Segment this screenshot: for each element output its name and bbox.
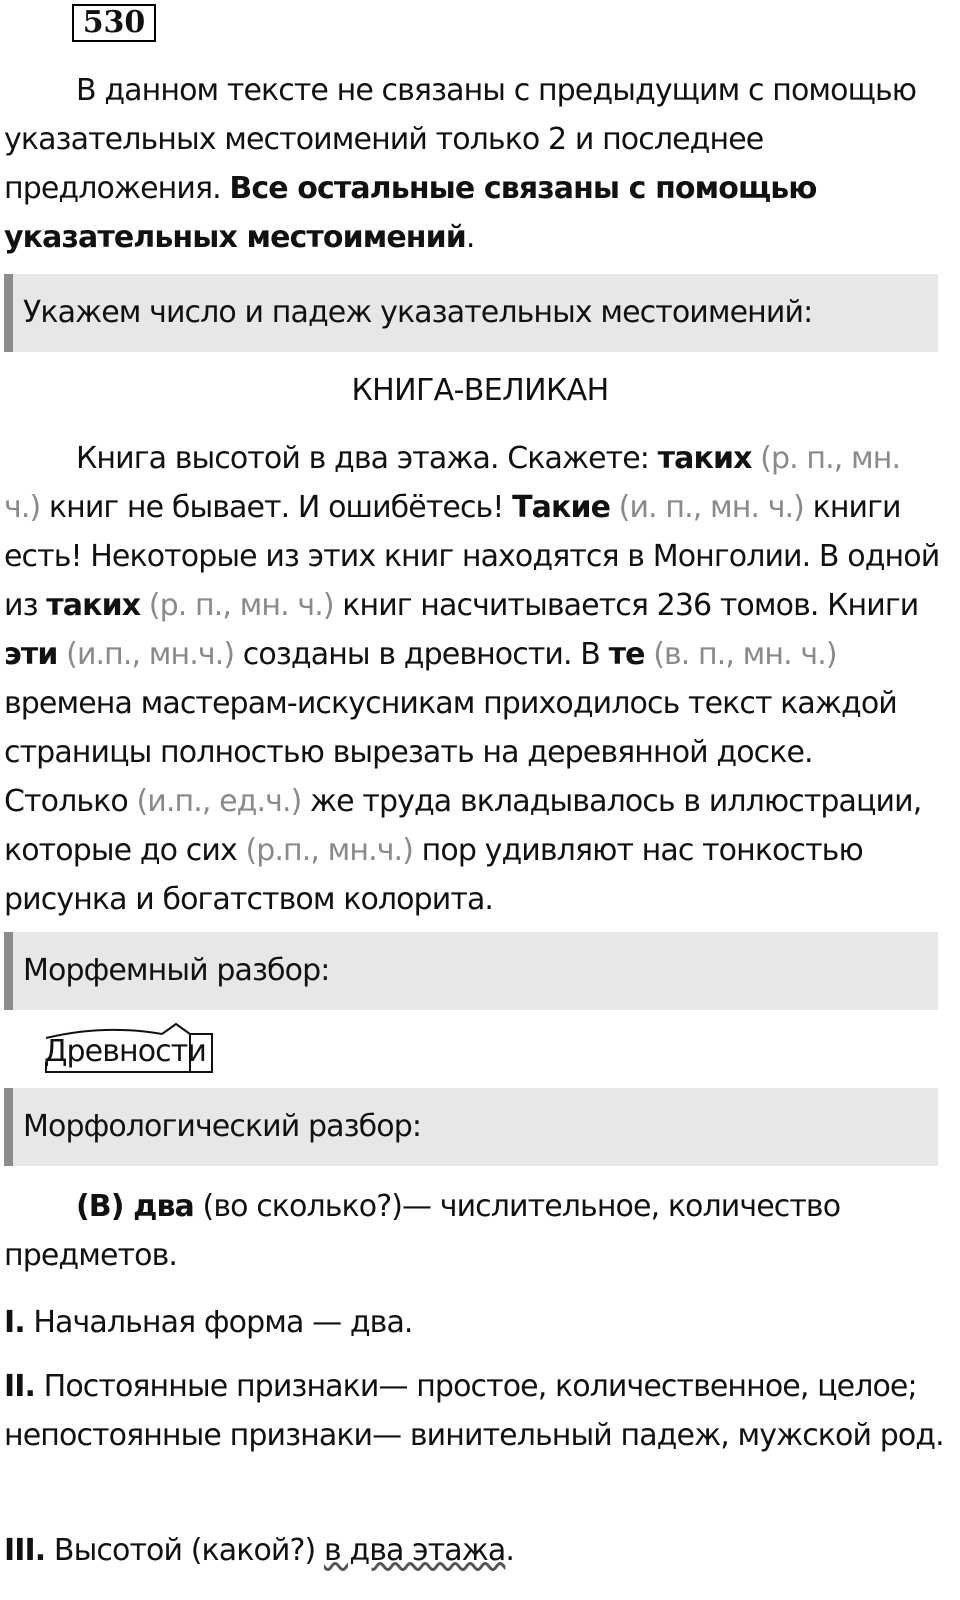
text-segment: времена мастерам-искусникам приходилось текст каждой страницы полностью вырезать на деревянной доске. Столько (4, 686, 897, 819)
stem-bracket (46, 1062, 190, 1072)
analysis-point-3 (4, 1526, 944, 1575)
suffix-mark (162, 1024, 190, 1034)
pronoun-highlight: таких (46, 588, 141, 623)
point-label: III. (4, 1533, 46, 1568)
text-segment: книг насчитывается 236 томов. Книги (333, 588, 919, 623)
text-segment: книг не бывает. И ошибётесь! (40, 490, 513, 525)
morpheme-analysis (44, 1022, 284, 1076)
text-segment: Книга высотой в два этажа. Скажете: (76, 441, 658, 476)
intro-bold-text: Все остальные связаны с помощью указательных местоимений (4, 171, 817, 255)
pronoun-highlight: эти (4, 637, 58, 672)
pronoun-highlight: Такие (512, 490, 611, 525)
grammar-note: (в. п., мн. ч.) (644, 637, 837, 672)
text-segment: пор удивляют нас тонкостью рисунка и богатством колорита. (4, 833, 863, 917)
point-text: Высотой (какой?) (45, 1533, 324, 1568)
grammar-note: (р.п., мн.ч.) (236, 833, 414, 868)
morpheme-word: Древности (44, 1034, 206, 1069)
morpheme-marks (44, 1022, 284, 1082)
root-arc (46, 1030, 162, 1038)
grammar-note: (и. п., мн. ч.) (610, 490, 804, 525)
text-segment: созданы в древности. В (234, 637, 609, 672)
pronoun-highlight: те (608, 637, 645, 672)
text-title: КНИГА-ВЕЛИКАН (351, 373, 609, 408)
text-segment: же труда вкладывалось в иллюстрации, которые до сих (4, 784, 922, 868)
grammar-note: (и.п., мн.ч.) (57, 637, 235, 672)
ending-box (190, 1034, 212, 1072)
intro-end: . (465, 220, 475, 255)
point-label: I. (4, 1305, 25, 1340)
grammar-note: (и.п., ед.ч.) (127, 784, 302, 819)
grammar-note: (р. п., мн. ч.) (4, 441, 901, 525)
grammar-note: (р. п., мн. ч.) (140, 588, 334, 623)
analysis-point-1 (4, 1298, 944, 1347)
intro-text: В данном тексте не связаны с предыдущим с помощью указательных местоимений только 2 и последнее предложения. (4, 73, 917, 206)
section-header-pronouns: Укажем число и падеж указательных местоимений: (4, 274, 938, 352)
analysis-intro (4, 1182, 944, 1280)
section-header-morphological: Морфологический разбор: (4, 1088, 938, 1166)
analysis-word: (В) два (76, 1189, 194, 1224)
point-label: II. (4, 1369, 36, 1404)
point-text: Начальная форма — два. (24, 1305, 413, 1340)
analysis-point-2 (4, 1362, 944, 1460)
exercise-number: 530 (72, 4, 156, 42)
analysis-text: (во сколько?)— числительное, количество предметов. (4, 1189, 841, 1273)
main-text-paragraph (4, 434, 944, 924)
section-header-morpheme: Морфемный разбор: (4, 932, 938, 1010)
text-segment: книги есть! Некоторые из этих книг находятся в Монголии. В одной из (4, 490, 940, 623)
pronoun-highlight: таких (657, 441, 752, 476)
underlined-phrase: в два этажа (323, 1533, 506, 1568)
intro-paragraph (4, 66, 944, 262)
point-text: Постоянные признаки— простое, количественное, целое; непостоянные признаки— винительный падеж, мужской род. (4, 1369, 944, 1453)
point-end: . (505, 1533, 515, 1568)
